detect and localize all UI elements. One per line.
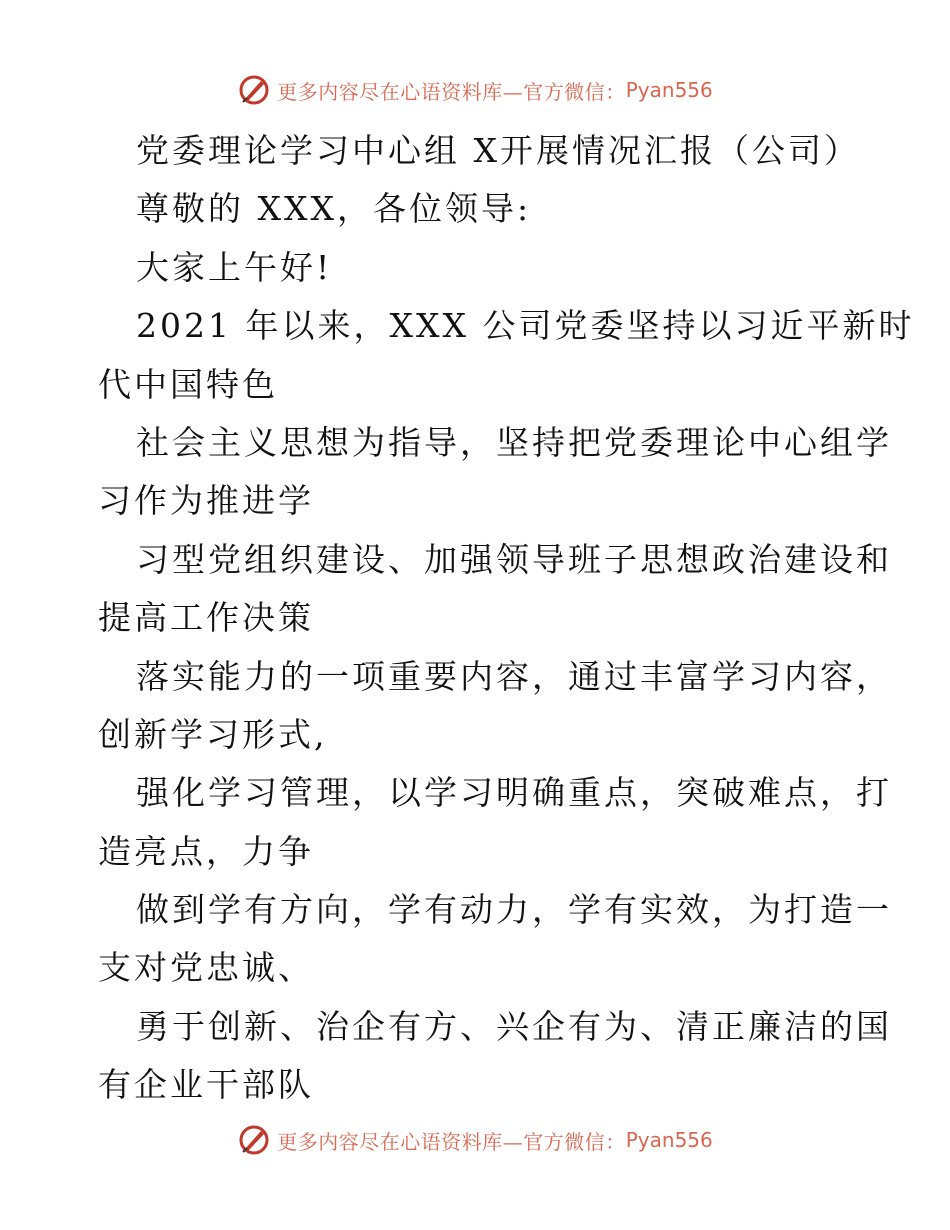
text-line: 造亮点，力争 — [98, 831, 314, 871]
text-line: 大家上午好! — [136, 247, 333, 287]
banner-text: 更多内容尽在心语资料库—官方微信： — [277, 1129, 626, 1154]
text-line: 尊敬的 XXX，各位领导: — [136, 189, 532, 229]
text-line: 提高工作决策 — [98, 598, 314, 638]
text-line: 支对党忠诚、 — [98, 948, 314, 988]
footer-watermark-banner — [0, 1120, 950, 1160]
text-line: 党委理论学习中心组 X开展情况汇报（公司） — [136, 131, 860, 170]
banner-wechat-id: Pyan556 — [625, 78, 713, 102]
text-line: 有企业干部队 — [98, 1065, 314, 1105]
text-line: 落实能力的一项重要内容，通过丰富学习内容， — [136, 656, 892, 696]
quill-logo-icon — [237, 73, 271, 107]
text-line: 做到学有方向，学有动力，学有实效，为打造一 — [136, 890, 892, 930]
text-line: 勇于创新、治企有方、兴企有为、清正廉洁的国 — [136, 1006, 892, 1046]
document-body — [98, 122, 915, 1115]
banner-text: 更多内容尽在心语资料库—官方微信： — [277, 79, 626, 104]
text-line: 2021 年以来，XXX 公司党委坚持以习近平新时 — [136, 306, 915, 346]
text-line: 代中国特色 — [98, 364, 278, 404]
text-line: 创新学习形式, — [98, 714, 328, 754]
banner-wechat-id: Pyan556 — [625, 1128, 713, 1152]
text-line: 社会主义思想为指导，坚持把党委理论中心组学 — [136, 422, 892, 462]
quill-logo-icon — [237, 1123, 271, 1157]
text-line: 习作为推进学 — [98, 481, 314, 521]
text-line: 习型党组织建设、加强领导班子思想政治建设和 — [136, 539, 892, 579]
header-watermark-banner — [0, 70, 950, 110]
text-line: 强化学习管理，以学习明确重点，突破难点，打 — [136, 773, 892, 813]
